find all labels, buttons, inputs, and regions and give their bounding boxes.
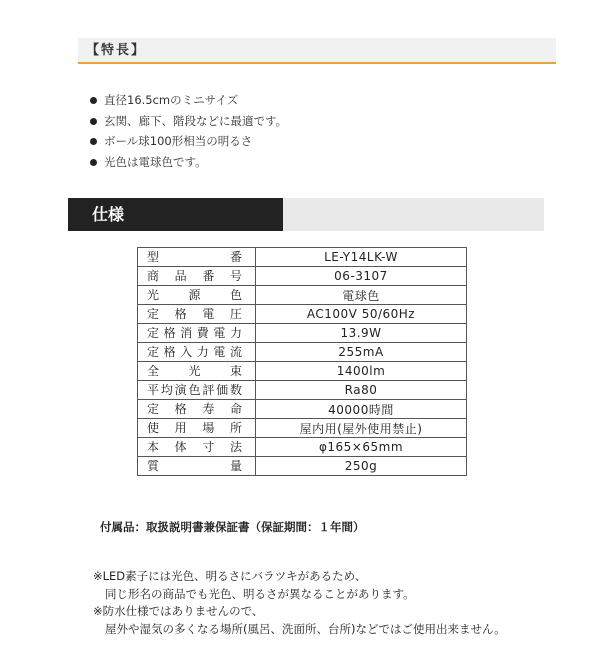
spec-label-char: 品 (174, 269, 187, 283)
spec-label-char: 法 (229, 440, 242, 454)
spec-label-char: 使 (147, 421, 160, 435)
notes (93, 568, 506, 638)
spec-label (138, 457, 256, 476)
accessory-note: 付属品：取扱説明書兼保証書（保証期間：１年間） (100, 520, 365, 534)
spec-label-char: 所 (229, 421, 242, 435)
spec-value: 255mA (256, 343, 467, 362)
spec-label-char: 均 (160, 383, 173, 397)
spec-label-char: 格 (174, 402, 187, 416)
table-row (138, 362, 467, 381)
spec-value: 40000時間 (256, 400, 467, 419)
spec-label-char: 格 (163, 345, 176, 359)
features-heading: 【特長】 (78, 38, 556, 64)
spec-label-char: 型 (147, 250, 160, 264)
list-item (90, 131, 287, 152)
spec-label (138, 400, 256, 419)
spec-label-char: 束 (229, 364, 242, 378)
spec-label (138, 438, 256, 457)
spec-label-char: 電 (213, 345, 226, 359)
spec-label-char: 数 (229, 383, 242, 397)
bullet-icon (90, 138, 97, 145)
feature-text: 玄関、廊下、階段などに最適です。 (104, 113, 288, 128)
table-row (138, 381, 467, 400)
spec-label-char: 質 (147, 459, 160, 473)
spec-value: 06-3107 (256, 267, 467, 286)
spec-value: LE-Y14LK-W (256, 248, 467, 267)
spec-label-char: 格 (163, 326, 176, 340)
feature-text: 直径16.5cmのミニサイズ (104, 93, 239, 107)
features-list (90, 90, 287, 172)
list-item (90, 111, 287, 132)
spec-value: φ165×65mm (256, 438, 467, 457)
spec-label-char: 光 (188, 364, 201, 378)
spec-label-char: 格 (174, 307, 187, 321)
spec-label-char: 源 (188, 288, 201, 302)
spec-value: 250g (256, 457, 467, 476)
spec-label (138, 305, 256, 324)
spec-label-char: 用 (174, 421, 187, 435)
table-row (138, 324, 467, 343)
spec-label-char: 定 (147, 326, 160, 340)
spec-label-char: 費 (196, 326, 209, 340)
table-row (138, 286, 467, 305)
spec-label-char: 色 (188, 383, 201, 397)
spec-value: Ra80 (256, 381, 467, 400)
note-line: ※LED素子には光色、明るさにバラツキがあるため、 (93, 569, 367, 583)
spec-label-char: 寸 (202, 440, 215, 454)
spec-label (138, 286, 256, 305)
table-row (138, 248, 467, 267)
spec-label (138, 343, 256, 362)
bullet-icon (90, 97, 97, 104)
spec-label-char: 場 (202, 421, 215, 435)
spec-label-char: 圧 (229, 307, 242, 321)
spec-label-char: 流 (229, 345, 242, 359)
spec-label (138, 419, 256, 438)
bullet-icon (90, 159, 97, 166)
table-row (138, 267, 467, 286)
bullet-icon (90, 118, 97, 125)
spec-table (137, 247, 467, 476)
spec-label-char: 価 (216, 383, 229, 397)
spec-heading: 仕様 (68, 198, 283, 231)
spec-label-char: 命 (229, 402, 242, 416)
spec-label-char: 番 (202, 269, 215, 283)
table-row (138, 400, 467, 419)
spec-label-char: 消 (180, 326, 193, 340)
spec-label (138, 267, 256, 286)
spec-label-char: 体 (174, 440, 187, 454)
spec-label-char: 番 (229, 250, 242, 264)
spec-value: AC100V 50/60Hz (256, 305, 467, 324)
feature-text: ボール球100形相当の明るさ (104, 134, 253, 148)
note-line: 屋外や湿気の多くなる場所(風呂、洗面所、台所)などではご使用出来ません。 (105, 621, 506, 636)
spec-label-char: 平 (147, 383, 160, 397)
feature-text: 光色は電球色です。 (104, 154, 207, 169)
spec-label-char: 光 (147, 288, 160, 302)
spec-label-char: 電 (202, 307, 215, 321)
spec-label-char: 商 (147, 269, 160, 283)
table-row (138, 438, 467, 457)
table-row (138, 305, 467, 324)
spec-label-char: 入 (180, 345, 193, 359)
table-row (138, 419, 467, 438)
spec-label-char: 定 (147, 307, 160, 321)
spec-label-char: 定 (147, 345, 160, 359)
spec-label-char: 量 (229, 459, 242, 473)
note-line: ※防水仕様ではありませんので、 (93, 604, 264, 618)
spec-label-char: 力 (229, 326, 242, 340)
spec-label-char: 本 (147, 440, 160, 454)
spec-header-bar (68, 198, 544, 231)
spec-label-char: 電 (213, 326, 226, 340)
table-row (138, 457, 467, 476)
spec-label-char: 演 (174, 383, 187, 397)
spec-label (138, 324, 256, 343)
spec-label (138, 381, 256, 400)
table-row (138, 343, 467, 362)
spec-label (138, 362, 256, 381)
spec-label-char: 評 (202, 383, 215, 397)
list-item (90, 90, 287, 111)
spec-value: 1400lm (256, 362, 467, 381)
spec-label-char: 力 (196, 345, 209, 359)
spec-label-char: 寿 (202, 402, 215, 416)
spec-value: 13.9W (256, 324, 467, 343)
list-item (90, 152, 287, 173)
spec-label-char: 色 (229, 288, 242, 302)
spec-label-char: 号 (229, 269, 242, 283)
spec-label (138, 248, 256, 267)
spec-value: 電球色 (256, 286, 467, 305)
spec-value: 屋内用(屋外使用禁止) (256, 419, 467, 438)
spec-label-char: 全 (147, 364, 160, 378)
note-line: 同じ形名の商品でも光色、明るさが異なることがあります。 (105, 586, 415, 601)
spec-label-char: 定 (147, 402, 160, 416)
